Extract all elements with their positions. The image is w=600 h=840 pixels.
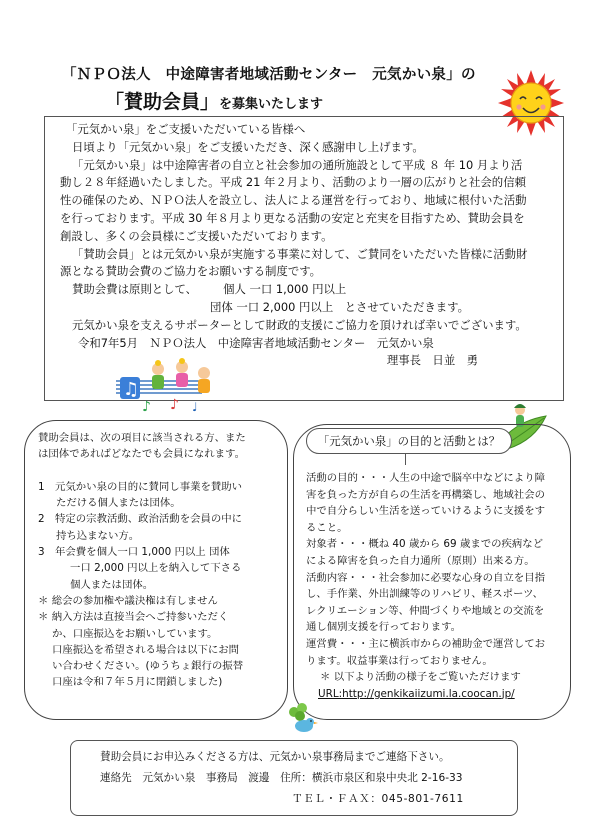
activity-line: 害を負った方が自らの生活を再構築し、地域社会の [306, 488, 545, 501]
activity-line: 運営費・・・主に横浜市からの補助金で運営してお [306, 637, 545, 650]
fee-row-individual [60, 281, 560, 299]
main-line: を行っております。平成 30 年８月より更なる活動の安定と充実を目指すため、賛助会員を [60, 210, 525, 225]
contact-line: 賛助会員にお申込みくださる方は、元気かい泉事務局までご連絡下さい。 [100, 751, 450, 763]
website-url-link[interactable]: URL:http://genkikaiizumi.la.coocan.jp/ [318, 687, 515, 700]
contact-tel: ＴＥＬ・ＦＡＸ：045-801-7611 [292, 793, 464, 805]
activity-line: 活動の目的・・・人生の中途で脳卒中などにより障 [306, 472, 545, 484]
condition-line: 一口 2,000 円以上を納入して下さる [70, 562, 242, 575]
purpose-heading: 「元気かい泉」の目的と活動とは？ [306, 428, 512, 454]
condition-line: ＊ 納入方法は直接当会へご持参いただく [38, 611, 229, 624]
condition-line: 口座振込を希望される場合は以下にお問 [52, 643, 240, 656]
condition-line: 口座は令和７年５月に閉鎖しました) [52, 676, 223, 689]
condition-line: 2 特定の宗教活動、政治活動を会員の中に [38, 513, 243, 526]
fee-group: 団体 一口 2,000 円以上 とさせていただきます。 [210, 299, 469, 314]
contact-info [100, 747, 510, 810]
activity-line: 対象者・・・概ね 40 歳から 69 歳までの疾病など [306, 538, 544, 551]
condition-line: 1 元気かい泉の目的に賛同し事業を賛助い [38, 480, 243, 493]
condition-line: い合わせください。(ゆうちょ銀行の振替 [52, 660, 244, 673]
activity-line: ＊ 以下より活動の様子をご覧いただけます [320, 671, 521, 684]
condition-line: は団体であればどなたでも会員になれます。 [38, 448, 245, 461]
activity-line: による障害を負った自力通所（原則）出来る方。 [306, 554, 535, 567]
support-line: 元気かい泉を支えるサポーターとして財政的支援にご協力を頂ければ幸いでございます。 [72, 317, 527, 332]
condition-line: 3 年会費を個人一口 1,000 円以上 団体 [38, 546, 230, 559]
chairman-name: 理事長 日並 勇 [386, 353, 478, 368]
bubble-tail [405, 453, 406, 465]
children-music-icon [112, 355, 222, 415]
activity-line: し、手作業、外出訓練等のリハビリ、軽スポーツ、 [306, 588, 544, 601]
contact-address: 連絡先 元気かい泉 事務局 渡邊 住所：横浜市泉区和泉中央北 2-16-33 [100, 772, 463, 784]
condition-line: 賛助会員は、次の項目に該当される方、また [38, 432, 246, 444]
sign-line: 令和7年5月 ＮＰＯ法人 中途障害者地域活動センター 元気かい泉 [78, 335, 434, 350]
fee-individual: 個人 一口 1,000 円以上 [223, 282, 347, 297]
condition-line: 個人または団体。 [70, 578, 154, 591]
activity-line: レクリエーション等、仲間づくりや地域との交流を [306, 604, 545, 617]
main-line: 「賛助会員」とは元気かい泉が実施する事業に対して、ご賛同をいただいた皆様に活動財 [72, 246, 528, 261]
activity-line: 通し個別支援を行っております。 [306, 621, 462, 634]
main-line: 「元気かい泉」は中途障害者の自立と社会参加の通所施設として平成 ８ 年 10 月より活 [72, 157, 523, 172]
activity-line: ること。 [306, 521, 348, 534]
purpose-activities [306, 470, 568, 702]
main-line: 創設し、多くの会員様にご支援いただいております。 [60, 228, 333, 243]
main-line: 動し２８年経過いたしました。平成 21 年２月より、活動のより一層の広がりと社会的信頼 [60, 175, 526, 190]
page-title: 「ＮＰＯ法人 中途障害者地域活動センター 元気かい泉」の [62, 67, 476, 83]
main-line: 日頃より「元気かい泉」をご支援いただき、深く感謝申し上げます。 [72, 139, 424, 154]
fee-intro: 賛助会費は原則として、 [72, 282, 198, 297]
activity-line: 活動内容・・・社会参加に必要な心身の自立を目指 [306, 571, 545, 584]
condition-line [38, 463, 282, 479]
condition-line: 持ち込まない方。 [56, 529, 140, 542]
condition-line: ＊ 総会の参加権や議決権は有しません [38, 594, 218, 607]
activity-line: ります。収益事業は行っておりません。 [306, 654, 493, 667]
condition-line: ただける個人または団体。 [56, 497, 181, 510]
title-emphasis: 「賛助会員」 [105, 91, 220, 113]
condition-line: か、口座振込をお願いしています。 [52, 627, 218, 640]
svg-text:♪: ♪ [170, 397, 179, 413]
bird-clover-icon [284, 702, 318, 736]
main-line: 性の確保のため、ＮＰＯ法人を設立し、法人による運営を行っており、地域に根付いた活動 [60, 193, 527, 208]
activity-line: 中で自分らしい生活を送っていけるように支援をす [306, 505, 545, 518]
main-line: 「元気かい泉」をご支援いただいている皆様へ [66, 122, 306, 136]
main-message [60, 121, 560, 370]
page-subtitle [105, 87, 323, 114]
svg-text:♩: ♩ [192, 400, 198, 414]
membership-conditions [38, 430, 282, 691]
title-suffix: を募集いたします [219, 97, 324, 112]
main-line: 源となる賛助会費のご協力をお願いする制度です。 [60, 264, 322, 279]
svg-text:♫: ♫ [123, 379, 140, 400]
svg-text:♪: ♪ [142, 399, 151, 415]
